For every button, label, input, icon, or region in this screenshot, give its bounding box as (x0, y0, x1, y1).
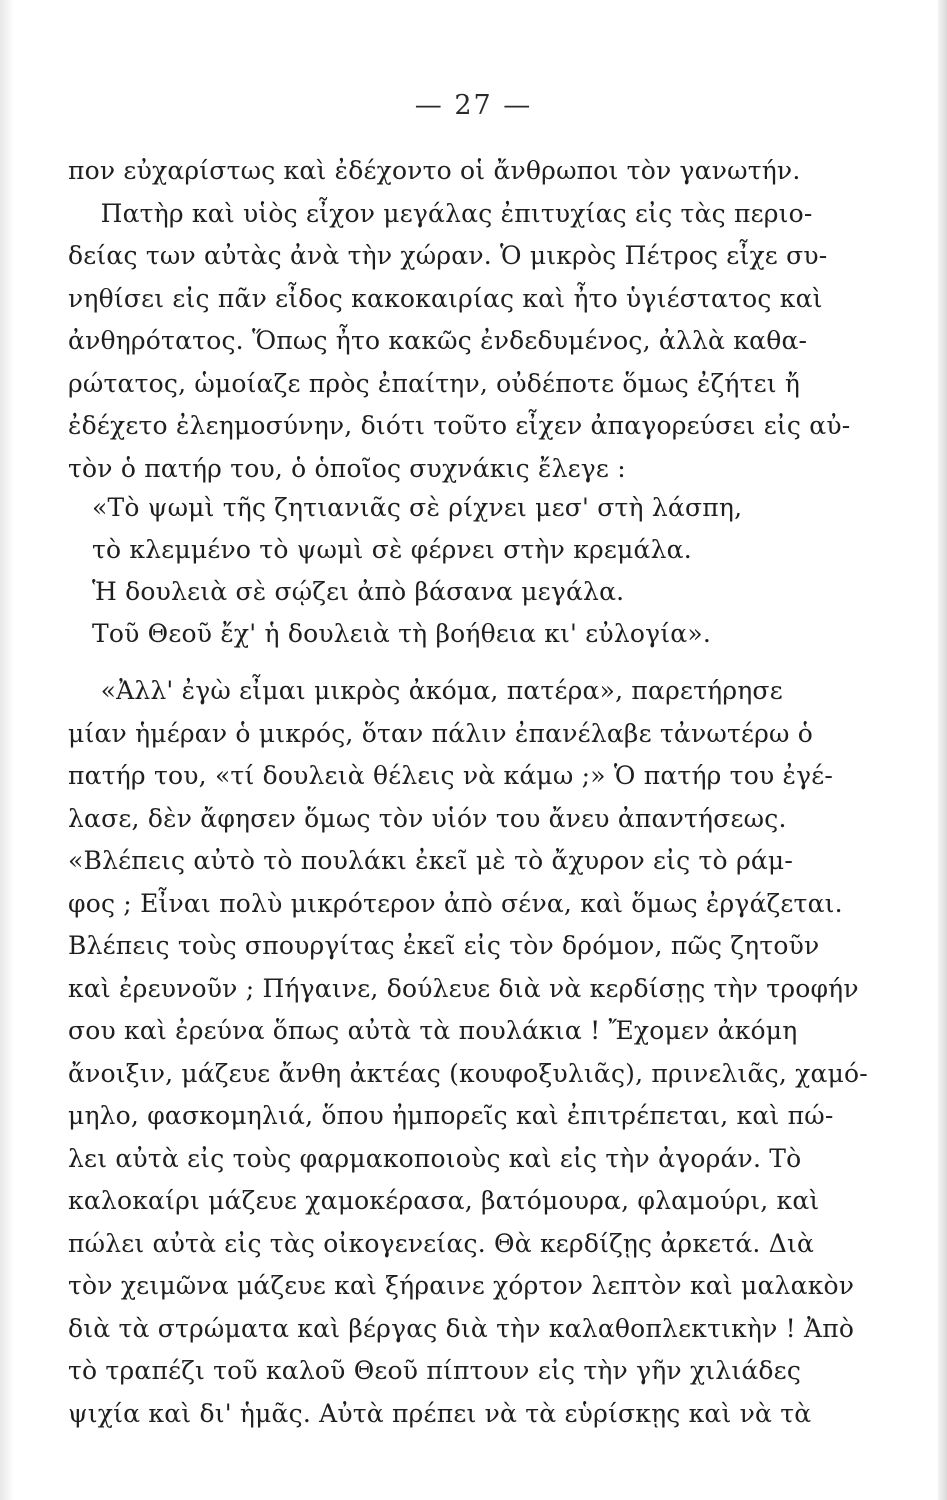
text-line: καλοκαίρι μάζευε χαμοκέρασα, βατόμουρα, φλαμούρι, καὶ (68, 1186, 820, 1215)
gutter-shadow (0, 0, 14, 1500)
text-line: τὸν χειμῶνα μάζευε καὶ ξήραινε χόρτον λεπτὸν καὶ μαλακὸν (68, 1271, 855, 1300)
text-line: ἀνθηρότατος. Ὅπως ἦτο κακῶς ἐνδεδυμένος, ἀλλὰ καθα- (68, 326, 808, 355)
verse-line: Ἡ δουλειὰ σὲ σῴζει ἀπὸ βάσανα μεγάλα. (92, 577, 625, 606)
text-line: «Βλέπεις αὐτὸ τὸ πουλάκι ἐκεῖ μὲ τὸ ἄχυρον εἰς τὸ ράμ- (68, 846, 794, 875)
verse-quote (92, 487, 832, 655)
verse-line: τὸ κλεμμένο τὸ ψωμὶ σὲ φέρνει στὴν κρεμάλα. (92, 535, 692, 564)
text-line: διὰ τὰ στρώματα καὶ βέργας διὰ τὴν καλαθοπλεκτικὴν ! Ἀπὸ (68, 1313, 855, 1343)
text-line: Πατὴρ καὶ υἱὸς εἶχον μεγάλας ἐπιτυχίας εἰς τὰς περιο- (68, 198, 813, 228)
text-line: τὸ τραπέζι τοῦ καλοῦ Θεοῦ πίπτουν εἰς τὴν γῆν χιλιάδες (68, 1356, 802, 1385)
text-line: νηθίσει εἰς πᾶν εἶδος κακοκαιρίας καὶ ἦτο ὑγιέστατος καὶ (68, 283, 823, 313)
paragraph-one (68, 150, 851, 490)
text-line: πον εὐχαρίστως καὶ ἐδέχοντο οἱ ἄνθρωποι τὸν γανωτήν. (68, 156, 801, 185)
page-number: — 27 — (414, 90, 533, 121)
paragraph-two (68, 670, 868, 1435)
text-line: ψιχία καὶ δι' ἡμᾶς. Αὐτὰ πρέπει νὰ τὰ εὑρίσκῃς καὶ νὰ τὰ (68, 1398, 812, 1428)
text-line: δείας των αὐτὰς ἀνὰ τὴν χώραν. Ὁ μικρὸς Πέτρος εἶχε συ- (68, 241, 828, 270)
text-line: Βλέπεις τοὺς σπουργίτας ἐκεῖ εἰς τὸν δρόμον, πῶς ζητοῦν (68, 931, 820, 960)
text-line: ρώτατος, ὡμοίαζε πρὸς ἐπαίτην, οὐδέποτε ὅμως ἐζήτει ἤ (68, 368, 801, 398)
text-line: ἐδέχετο ἐλεημοσύνην, διότι τοῦτο εἶχεν ἀπαγορεύσει εἰς αὐ- (68, 411, 851, 440)
text-line: καὶ ἐρευνοῦν ; Πήγαινε, δούλευε διὰ νὰ κερδίσῃς τὴν τροφήν (68, 973, 859, 1003)
text-line: τὸν ὁ πατήρ του, ὁ ὁποῖος συχνάκις ἔλεγε : (68, 453, 626, 483)
verse-line: Τοῦ Θεοῦ ἔχ' ἡ δουλειὰ τὴ βοήθεια κι' εὐλογία». (92, 619, 711, 648)
text-line: σου καὶ ἐρεύνα ὅπως αὐτὰ τὰ πουλάκια ! Ἔχομεν ἀκόμη (68, 1016, 798, 1045)
text-line: «Ἀλλ' ἐγὼ εἶμαι μικρὸς ἀκόμα, πατέρα», παρετήρησε (68, 676, 783, 705)
text-line: μηλο, φασκομηλιά, ὅπου ἠμπορεῖς καὶ ἐπιτρέπεται, καὶ πώ- (68, 1101, 834, 1130)
text-line: πώλει αὐτὰ εἰς τὰς οἰκογενείας. Θὰ κερδίζῃς ἀρκετά. Διὰ (68, 1228, 815, 1258)
text-line: ἄνοιξιν, μάζευε ἄνθη ἀκτέας (κουφοξυλιᾶς), πρινελιᾶς, χαμό- (68, 1058, 868, 1088)
text-line: πατήρ του, «τί δουλειὰ θέλεις νὰ κάμω ;» Ὁ πατήρ του ἐγέ- (68, 761, 834, 790)
verse-line: «Τὸ ψωμὶ τῆς ζητιανιᾶς σὲ ρίχνει μεσ' στὴ λάσπη, (92, 493, 743, 522)
text-line: λει αὐτὰ εἰς τοὺς φαρμακοποιοὺς καὶ εἰς τὴν ἀγοράν. Τὸ (68, 1143, 802, 1173)
text-line: φος ; Εἶναι πολὺ μικρότερον ἀπὸ σένα, καὶ ὅμως ἐργάζεται. (68, 888, 843, 918)
text-line: μίαν ἡμέραν ὁ μικρός, ὅταν πάλιν ἐπανέλαβε τἀνωτέρω ὁ (68, 718, 814, 748)
page-edge (938, 0, 947, 1500)
text-line: λασε, δὲν ἄφησεν ὅμως τὸν υἱόν του ἄνευ ἀπαντήσεως. (68, 803, 787, 833)
